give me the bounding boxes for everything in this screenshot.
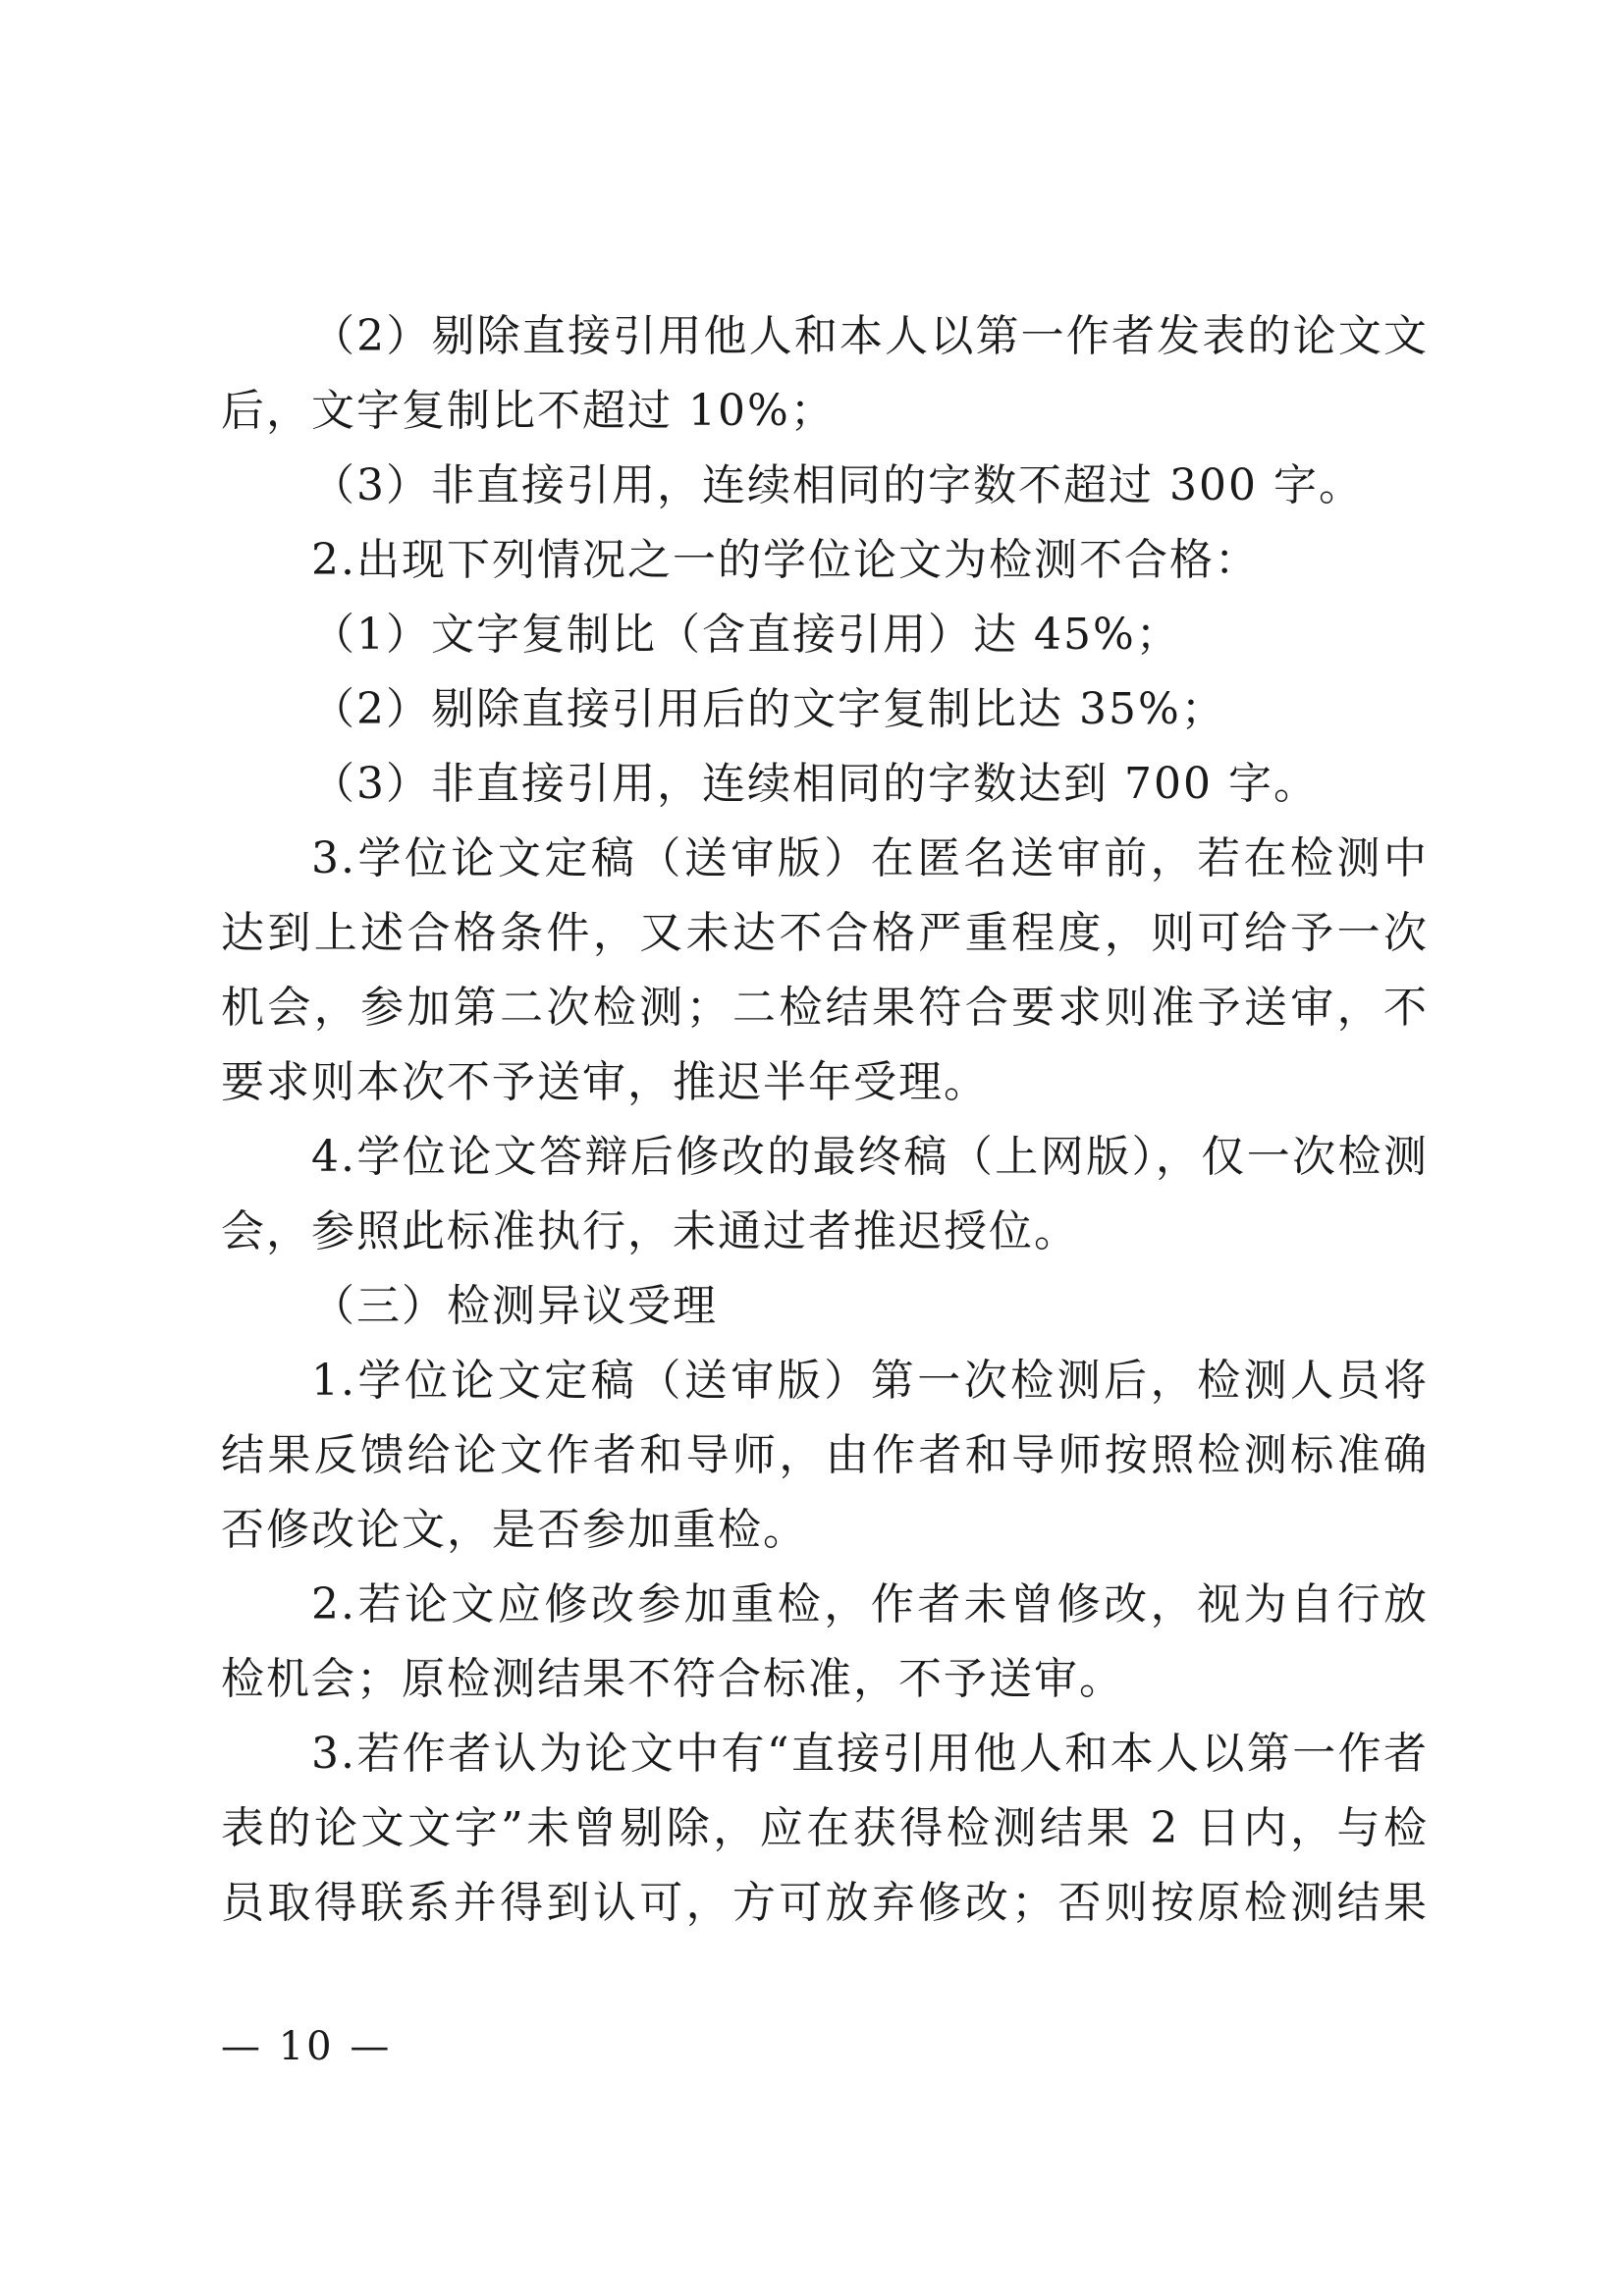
text-line: 会，参照此标准执行，未通过者推迟授位。 bbox=[221, 1206, 1079, 1256]
text-line: 机会，参加第二次检测；二检结果符合要求则准予送审，不 bbox=[221, 983, 1429, 1033]
text-line: 结果反馈给论文作者和导师，由作者和导师按照检测标准确 bbox=[221, 1430, 1429, 1480]
text-line: 员取得联系并得到认可，方可放弃修改；否则按原检测结果 bbox=[221, 1878, 1429, 1928]
text-line: 后，文字复制比不超过 10%； bbox=[221, 386, 836, 436]
text-line: （2）剔除直接引用后的文字复制比达 35%； bbox=[311, 684, 1226, 734]
text-line: 检机会；原检测结果不符合标准，不予送审。 bbox=[221, 1654, 1124, 1704]
text-line: （1）文字复制比（含直接引用）达 45%； bbox=[311, 610, 1181, 660]
text-line: （3）非直接引用，连续相同的字数不超过 300 字。 bbox=[311, 460, 1364, 510]
text-line: （2）剔除直接引用他人和本人以第一作者发表的论文文 bbox=[311, 311, 1429, 361]
body-text bbox=[221, 299, 1429, 1941]
section-heading: （三）检测异议受理 bbox=[311, 1281, 718, 1331]
text-line: 1.学位论文定稿（送审版）第一次检测后，检测人员将 bbox=[311, 1356, 1429, 1406]
text-line: 2.出现下列情况之一的学位论文为检测不合格： bbox=[311, 535, 1260, 585]
text-line: 达到上述合格条件，又未达不合格严重程度，则可给予一次 bbox=[221, 908, 1429, 958]
page-number: — 10 — bbox=[221, 2024, 393, 2069]
text-line: （3）非直接引用，连续相同的字数达到 700 字。 bbox=[311, 759, 1319, 809]
text-line: 3.若作者认为论文中有“直接引用他人和本人以第一作者 bbox=[311, 1729, 1429, 1779]
text-line: 要求则本次不予送审，推迟半年受理。 bbox=[221, 1057, 989, 1107]
text-line: 表的论文文字”未曾剔除，应在获得检测结果 2 日内，与检 bbox=[221, 1803, 1429, 1853]
text-line: 否修改论文，是否参加重检。 bbox=[221, 1505, 808, 1555]
text-line: 4.学位论文答辩后修改的最终稿（上网版），仅一次检测 bbox=[311, 1132, 1429, 1182]
text-line: 3.学位论文定稿（送审版）在匿名送审前，若在检测中 bbox=[311, 833, 1429, 883]
text-line: 2.若论文应修改参加重检，作者未曾修改，视为自行放 bbox=[311, 1579, 1429, 1629]
